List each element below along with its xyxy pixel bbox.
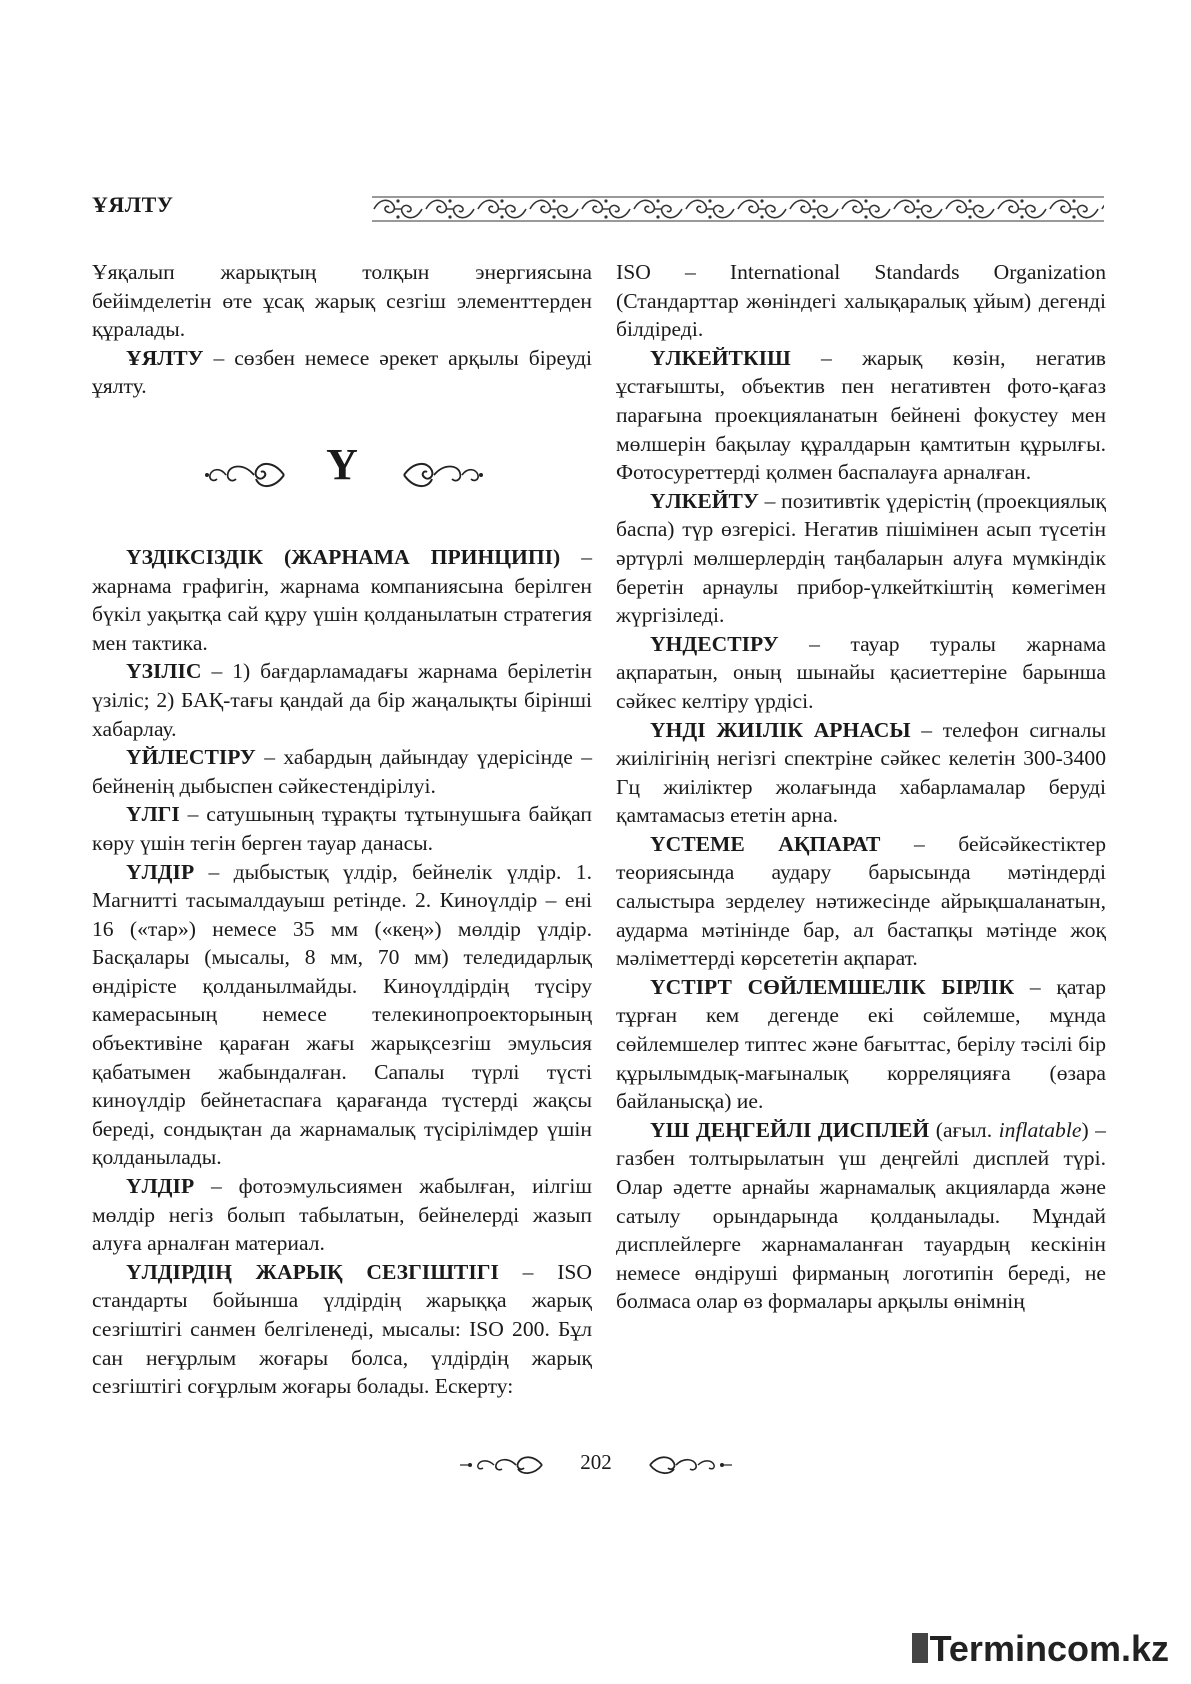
footer-ornament-right-icon (648, 1453, 734, 1477)
entry-text: – фотоэмульсиямен жабылған, иілгіш мөлдір негіз болып табылатын, бейнелерді жазып алуға арналған материал. (92, 1174, 592, 1256)
footer-ornament-left-icon (458, 1453, 544, 1477)
entry-uzdiksizdik (92, 543, 592, 657)
entry-term: ҮЛДІР (126, 859, 195, 884)
entry-text: – жарық көзін, негатив ұстағышты, объектив пен негативтен фото-қағаз парағына проекцияланатын бейнені фокустеу мен мөлшерін бақылау құралдарын қамтитын құрылғы. Фотосуреттерді қолмен баспалауға арналған. (616, 345, 1106, 485)
entry-undi-zhilik (616, 716, 1106, 830)
entry-term: ҮЛГІ (126, 802, 180, 827)
entry-term: ҮЛКЕЙТКІШ (650, 345, 791, 370)
entry-uyaltu (92, 344, 592, 401)
entry-text: – бейсәйкестіктер теориясында аудару барысында мәтіндерді салыстыра зерделеу нәтижесінде айрықшаланатын, аударма мәтінінде бар, ал бастапқы мәтінде жоқ мәліметтерді көрсететін ақпарат. (616, 831, 1106, 971)
entry-term: ҮСТІРТ СӨЙЛЕМШЕЛІК БІРЛІК (650, 974, 1015, 999)
entry-text: – ISO стандарты бойынша үлдірдің жарыққа жарық сезгіштігі санмен белгіленеді, мысалы: ISO 200. Бұл сан неғұрлым жоғары болса, үлдірдің жарық сезгіштігі соғұрлым жоғары болады. Ескерту: (92, 1259, 592, 1399)
entry-ush-dengeili-displei (616, 1116, 1106, 1316)
left-column (92, 258, 592, 1401)
entry-text: – позитивтік үдерістің (проекциялық баспа) түр өзгерісі. Негатив пішімінен асып түсетін әртүрлі мөлшерлердің таңбаларын алуға мүмкіндік беретін арнаулы прибор-үлкейткіштің көмегімен жүргізіледі. (616, 488, 1106, 628)
entry-text: – сатушының тұрақты тұтынушыға байқап көру үшін тегін берген тауар данасы. (92, 802, 592, 855)
entry-text: ) – газбен толтырылатын үш деңгейлі дисплей түрі. Олар әдетте арнайы жарнамалық акцияларда және сатылу орындарында қолданылады. Мұндай дисплейлерге жарнамаланған тауардың кескінін немесе өндіруші фирманың логотипін береді, не болмаса олар өз формалары арқылы өнімнің (616, 1117, 1106, 1314)
page-number: 202 (580, 1450, 612, 1474)
entry-term: ҮЗІЛІС (126, 659, 202, 684)
running-header: ҰЯЛТУ (92, 192, 174, 217)
entry-ulkeitu (616, 487, 1106, 630)
entry-text: – телефон сигналы жиілігінің негізгі спектріне сәйкес келетін 300-3400 Гц жиіліктер жолағында хабарламалар беруді қамтамасыз ететін арна. (616, 717, 1107, 828)
entry-term: ҮЛДІР (126, 1174, 195, 1199)
section-letter: Ү (326, 439, 358, 489)
page-footer (0, 1450, 1191, 1480)
entry-uldir-sezgishtigi (92, 1258, 592, 1401)
entry-term: ҮНДЕСТІРУ (650, 631, 779, 656)
entry-term: ҮСТЕМЕ АҚПАРАТ (650, 831, 881, 856)
entry-term: ҮШ ДЕҢГЕЙЛІ ДИСПЛЕЙ (650, 1117, 930, 1142)
entry-text: – дыбыстық үлдір, бейнелік үлдір. 1. Магнитті тасымалдауыш ретінде. 2. Киноүлдір – ені 16 («тар») немесе 35 мм («кең») мөлдір үлдір. Басқалары (мысалы, 8 мм, 70 мм) теледидарлық өндірісте қолданылмайды. Киноүлдірдің түсіру камерасының немесе телекинопроекторының объективіне қараған жағы жарықсезгіш эмульсия қабатымен жабындалған. Сапалы түрлі түсті киноүлдір бейнетаспаға қарағанда түстерді жақсы береді, сондықтан да жарнамалық түсірілімдер үшін қолданылады. (92, 859, 592, 1170)
entry-uldir-2 (92, 1172, 592, 1258)
site-watermark (912, 1628, 1169, 1670)
entry-text: – қатар тұрған кем дегенде екі сөйлемше, мұнда сөйлемшелер типтес және бағыттас, берілу тәсілі бір құрылымдық-мағыналық корреляцияға (өзара байланысқа) ие. (616, 974, 1106, 1114)
entry-text: – тауар туралы жарнама ақпаратын, оның шынайы қасиеттеріне барынша сәйкес келтіру үрдісі. (616, 631, 1106, 713)
entry-ulgi (92, 800, 592, 857)
entry-text: – хабардың дайындау үдерісінде – бейненің дыбыспен сәйкестендірілуі. (92, 745, 592, 798)
section-letter-divider (92, 439, 592, 507)
entry-text: – 1) бағдарламадағы жарнама берілетін үзіліс; 2) БАҚ-тағы қандай да бір жаңалықты бірінші хабарлау. (92, 659, 592, 741)
entry-italic: inflatable (998, 1117, 1082, 1142)
entry-uzilis (92, 657, 592, 743)
continuation-paragraph: Ұяқалып жарықтың толқын энергиясына бейімделетін өте ұсақ жарық сезгіш элементтерден құралады. (92, 260, 592, 342)
entry-usteme-akparat (616, 830, 1106, 973)
entry-text: – жарнама графигін, жарнама компаниясына берілген бүкіл уақытқа сай құру үшін қолданылатын стратегия мен тактика. (92, 544, 592, 655)
entry-undestiru (616, 630, 1106, 716)
continuation-paragraph: ISO – International Standards Organization (Стандарттар жөніндегі халықаралық ұйым) дегенді білдіреді. (616, 260, 1106, 342)
entry-ustirt-soilemshelik (616, 973, 1106, 1116)
entry-term: ҮЛКЕЙТУ (650, 488, 759, 513)
ornament-band-icon (372, 196, 1104, 222)
entry-ulkeitkish (616, 344, 1106, 487)
entry-term: ҮНДІ ЖИІЛІК АРНАСЫ (650, 717, 911, 742)
watermark-text: Termincom.kz (929, 1628, 1169, 1669)
ornament-right-icon (402, 455, 484, 495)
entry-uldir-1 (92, 858, 592, 1173)
entry-term: ҰЯЛТУ (126, 345, 204, 370)
entry-text: – сөзбен немесе әрекет арқылы біреуді ұялту. (92, 345, 592, 399)
entry-term: ҮЛДІРДІҢ ЖАРЫҚ СЕЗГІШТІГІ (126, 1259, 499, 1284)
entry-text: (ағыл. (929, 1117, 999, 1142)
entry-term: ҮЙЛЕСТІРУ (126, 745, 256, 770)
right-column (616, 258, 1106, 1316)
watermark-bar-icon (912, 1633, 928, 1663)
entry-uilestiru (92, 743, 592, 800)
entry-term: ҮЗДІКСІЗДІК (ЖАРНАМА ПРИНЦИПІ) (126, 544, 561, 569)
